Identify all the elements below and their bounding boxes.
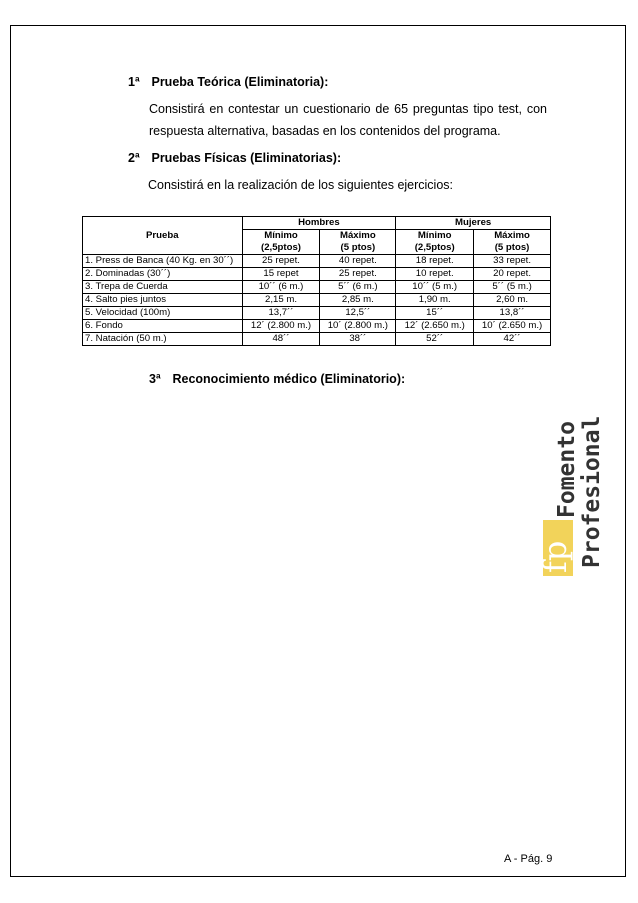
section-2-number: 2ª [128, 151, 140, 165]
cell-mujeres-min: 15´´ [396, 307, 474, 320]
header-max-points: (5 ptos) [340, 242, 376, 253]
cell-mujeres-min: 18 repet. [396, 255, 474, 268]
header-prueba: Prueba [83, 217, 243, 255]
section-2-text: Consistirá en la realización de los siguientes ejercicios: [148, 178, 454, 192]
header-min-label: Mínimo [417, 230, 452, 241]
cell-hombres-max: 12,5´´ [320, 307, 396, 320]
section-1-heading [128, 75, 328, 89]
header-mujeres-max [474, 230, 551, 255]
section-3-number: 3ª [149, 372, 161, 386]
table-header-row [83, 217, 551, 230]
cell-prueba: 7. Natación (50 m.) [83, 333, 243, 346]
cell-mujeres-min: 10´´ (5 m.) [396, 281, 474, 294]
header-max-label: Máximo [494, 230, 530, 241]
cell-mujeres-max: 13,8´´ [474, 307, 551, 320]
table-row [83, 268, 551, 281]
table-row [83, 294, 551, 307]
cell-mujeres-max: 10´ (2.650 m.) [474, 320, 551, 333]
cell-mujeres-min: 12´ (2.650 m.) [396, 320, 474, 333]
header-hombres-max [320, 230, 396, 255]
header-hombres: Hombres [242, 217, 396, 230]
cell-hombres-min: 13,7´´ [242, 307, 320, 320]
cell-prueba: 5. Velocidad (100m) [83, 307, 243, 320]
cell-prueba: 4. Salto pies juntos [83, 294, 243, 307]
cell-hombres-max: 5´´ (6 m.) [320, 281, 396, 294]
section-3-heading [149, 372, 405, 386]
section-1-line-2: respuesta alternativa, basadas en los contenidos del programa. [149, 124, 501, 138]
fomento-profesional-logo [536, 336, 614, 580]
cell-prueba: 1. Press de Banca (40 Kg. en 30´´) [83, 255, 243, 268]
cell-mujeres-min: 1,90 m. [396, 294, 474, 307]
header-max-label: Máximo [339, 230, 376, 241]
header-hombres-min [242, 230, 320, 255]
cell-hombres-min: 25 repet. [242, 255, 320, 268]
section-1-number: 1ª [128, 75, 140, 89]
section-1-title: Prueba Teórica (Eliminatoria): [151, 75, 329, 89]
cell-mujeres-max: 2,60 m. [474, 294, 551, 307]
section-3-title: Reconocimiento médico (Eliminatorio): [172, 372, 406, 386]
page-number: A - Pág. 9 [504, 853, 553, 865]
table-row [83, 307, 551, 320]
cell-hombres-max: 25 repet. [320, 268, 396, 281]
header-min-points: (2,5ptos) [261, 242, 301, 253]
header-max-points: (5 ptos) [494, 242, 530, 253]
cell-prueba: 2. Dominadas (30´´) [83, 268, 243, 281]
table-row [83, 320, 551, 333]
logo-text-profesional: Profesional [579, 415, 605, 568]
cell-hombres-max: 38´´ [320, 333, 396, 346]
cell-hombres-min: 2,15 m. [242, 294, 320, 307]
cell-mujeres-max: 20 repet. [474, 268, 551, 281]
cell-prueba: 3. Trepa de Cuerda [83, 281, 243, 294]
cell-mujeres-max: 33 repet. [474, 255, 551, 268]
table-row [83, 281, 551, 294]
section-1-line-1: Consistirá en contestar un cuestionario de 65 preguntas tipo test, con [149, 102, 547, 116]
table-row [83, 333, 551, 346]
logo-text-fomento: Fomento [554, 421, 580, 518]
cell-hombres-min: 15 repet [242, 268, 320, 281]
cell-hombres-min: 10´´ (6 m.) [242, 281, 320, 294]
section-2-title: Pruebas Físicas (Eliminatorias): [151, 151, 342, 165]
logo-fp-mark: fp [536, 540, 574, 573]
section-2-heading [128, 151, 341, 165]
cell-hombres-min: 48´´ [242, 333, 320, 346]
cell-mujeres-max: 5´´ (5 m.) [474, 281, 551, 294]
physical-tests-table [82, 216, 551, 346]
header-min-points: (2,5ptos) [414, 242, 455, 253]
header-mujeres-min [396, 230, 474, 255]
cell-prueba: 6. Fondo [83, 320, 243, 333]
cell-mujeres-min: 10 repet. [396, 268, 474, 281]
cell-hombres-max: 2,85 m. [320, 294, 396, 307]
header-mujeres: Mujeres [396, 217, 551, 230]
header-min-label: Mínimo [264, 230, 298, 241]
cell-mujeres-max: 42´´ [474, 333, 551, 346]
cell-hombres-max: 10´ (2.800 m.) [320, 320, 396, 333]
cell-mujeres-min: 52´´ [396, 333, 474, 346]
table-row [83, 255, 551, 268]
cell-hombres-max: 40 repet. [320, 255, 396, 268]
cell-hombres-min: 12´ (2.800 m.) [242, 320, 320, 333]
